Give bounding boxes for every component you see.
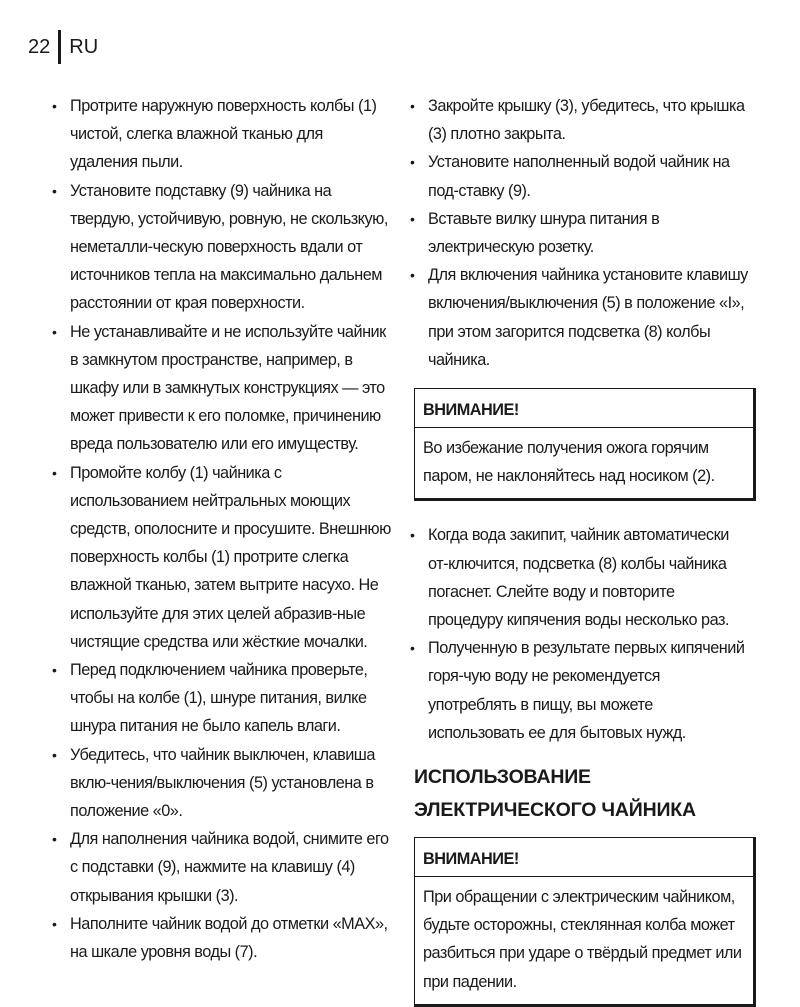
list-item: • Вставьте вилку шнура питания в электрическую розетку. [410,205,750,261]
list-item: • Полученную в результате первых кипячений горя-чую воду не рекомендуется употреблять в пищу, вы можете использовать ее для бытовых нужд. [410,634,750,747]
language-code: RU [69,36,99,58]
list-item: • Перед подключением чайника проверьте, чтобы на колбе (1), шнуре питания, вилке шнура питания не было капель влаги. [52,656,392,741]
warning-text: При обращении с электрическим чайником, будьте осторожны, стеклянная колба может разбиться при ударе о твёрдый предмет или при падении. [423,888,742,991]
warning-box-glass [414,837,756,1007]
right-bullet-list-top [410,92,750,374]
page-header [28,30,98,64]
warning-title: ВНИМАНИЕ! [423,401,519,420]
list-item: • Промойте колбу (1) чайника с использованием нейтральных моющих средств, ополосните и просушите. Внешнюю поверхность колбы (1) протрите слегка влажной тканью, затем вытрите насухо. Не используйте для этих целей абразив-ные чистящие средства или жёсткие мочалки. [52,459,392,656]
warning-title: ВНИМАНИЕ! [423,850,519,869]
list-item: • Когда вода закипит, чайник автоматически от-ключится, подсветка (8) колбы чайника погаснет. Слейте воду и повторите процедуру кипячения воды несколько раз. [410,521,750,634]
warning-box-steam [414,388,756,501]
warning-divider [415,427,753,428]
list-item: • Наполните чайник водой до отметки «MAX», на шкале уровня воды (7). [52,910,392,966]
page-number: 22 [28,36,51,58]
left-column [52,92,392,966]
warning-divider [415,876,753,877]
right-bullet-list-middle [410,521,750,747]
list-item: • Для наполнения чайника водой, снимите его с подставки (9), нажмите на клавишу (4) открывания крышки (3). [52,825,392,910]
list-item: • Установите наполненный водой чайник на под-ставку (9). [410,148,750,204]
list-item: • Установите подставку (9) чайника на твердую, устойчивую, ровную, не скользкую, неметалли-ческую поверхность вдали от источников тепла на максимально дальнем расстоянии от края поверхности. [52,177,392,318]
list-item: • Закройте крышку (3), убедитесь, что крышка (3) плотно закрыта. [410,92,750,148]
section-title: ИСПОЛЬЗОВАНИЕ ЭЛЕКТРИЧЕСКОГО ЧАЙНИКА [414,766,696,822]
right-column [410,92,750,1007]
list-item: • Для включения чайника установите клавишу включения/выключения (5) в положение «I», при этом загорится подсветка (8) колбы чайника. [410,261,750,374]
list-item: • Не устанавливайте и не используйте чайник в замкнутом пространстве, например, в шкафу или в замкнутых конструкциях — это может привести к его поломке, причинению вреда пользователю или его имуществу. [52,318,392,459]
warning-text: Во избежание получения ожога горячим паром, не наклоняйтесь над носиком (2). [423,439,715,486]
list-item: • Убедитесь, что чайник выключен, клавиша вклю-чения/выключения (5) установлена в положение «0». [52,741,392,826]
left-bullet-list [52,92,392,966]
list-item: • Протрите наружную поверхность колбы (1) чистой, слегка влажной тканью для удаления пыли. [52,92,392,177]
